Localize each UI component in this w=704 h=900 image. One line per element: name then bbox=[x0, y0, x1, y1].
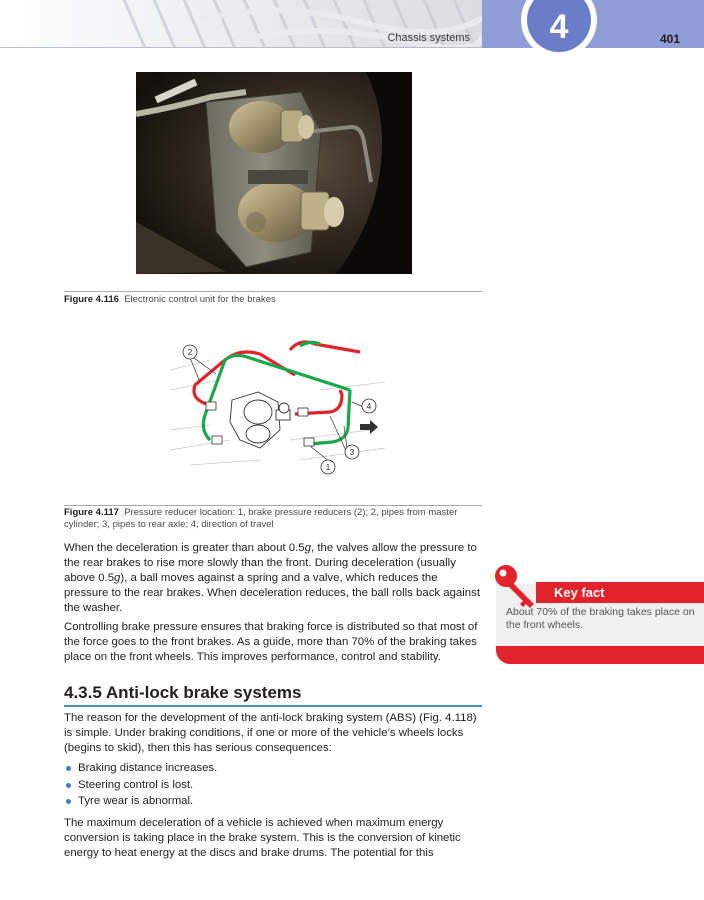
header-section-title: Chassis systems bbox=[387, 32, 470, 44]
key-icon bbox=[490, 562, 550, 612]
key-fact-red-base bbox=[496, 646, 704, 664]
list-item: Braking distance increases. bbox=[64, 760, 484, 777]
key-fact-text: About 70% of the braking takes place on the front wheels. bbox=[506, 606, 695, 631]
page-number: 401 bbox=[659, 32, 680, 46]
figure-4-116-photo bbox=[136, 72, 412, 274]
bullet-icon bbox=[66, 766, 71, 771]
callout-4: 4 bbox=[366, 402, 372, 411]
section-heading-abs: 4.3.5 Anti-lock brake systems bbox=[64, 683, 302, 702]
consequences-list bbox=[64, 760, 484, 810]
figure-4-116-caption bbox=[64, 294, 482, 306]
figure-4-117-rule bbox=[64, 505, 482, 506]
figure-4-116-rule bbox=[64, 291, 482, 292]
figure-4-117-label: Figure 4.117 bbox=[64, 507, 119, 518]
figure-4-117-caption-text: Pressure reducer location: 1, brake pressure reducers (2); 2, pipes from master cylinder; 3, pipes to rear axle; 4, direction of travel bbox=[64, 507, 458, 530]
paragraph-abs-reason: The reason for the development of the anti-lock braking system (ABS) (Fig. 4.118) is simple. Under braking conditions, if one or more of the vehicle’s wheels locks (begins to skid), then this has serious consequences: bbox=[64, 712, 477, 754]
bullet-icon bbox=[66, 783, 71, 788]
key-fact-heading: Key fact bbox=[536, 582, 704, 603]
bullet-icon bbox=[66, 799, 71, 804]
callout-3: 3 bbox=[349, 448, 355, 457]
section-heading-rule bbox=[64, 705, 482, 707]
figure-4-116-label: Figure 4.116 bbox=[64, 294, 119, 305]
figure-4-116-caption-text: Electronic control unit for the brakes bbox=[124, 294, 276, 305]
callout-1: 1 bbox=[325, 463, 331, 472]
header-rule bbox=[0, 47, 482, 48]
paragraph-deceleration: When the deceleration is greater than about 0.5g, the valves allow the pressure to the rear brakes to rise more slowly than the front. During deceleration (usually above 0.5g), a ball moves against a spring and a valve, which reduces the pressure to the rear brakes. When deceleration reduces, the ball rolls back against the washer. bbox=[64, 542, 480, 614]
list-item: Tyre wear is abnormal. bbox=[64, 793, 484, 810]
chapter-number: 4 bbox=[549, 8, 569, 46]
list-item: Steering control is lost. bbox=[64, 777, 484, 794]
callout-2: 2 bbox=[187, 348, 193, 357]
figure-4-117-caption bbox=[64, 507, 482, 531]
paragraph-brake-distribution: Controlling brake pressure ensures that braking force is distributed so that most of the force goes to the front brakes. As a guide, more than 70% of the braking takes place on the front wheels. This improves performance, control and stability. bbox=[64, 621, 478, 663]
figure-4-117-diagram bbox=[170, 330, 385, 480]
paragraph-max-deceleration: The maximum deceleration of a vehicle is achieved when maximum energy conversion is taking place in the brake system. This is the conversion of kinetic energy to heat energy at the discs and brake drums. The potential for this bbox=[64, 817, 461, 859]
